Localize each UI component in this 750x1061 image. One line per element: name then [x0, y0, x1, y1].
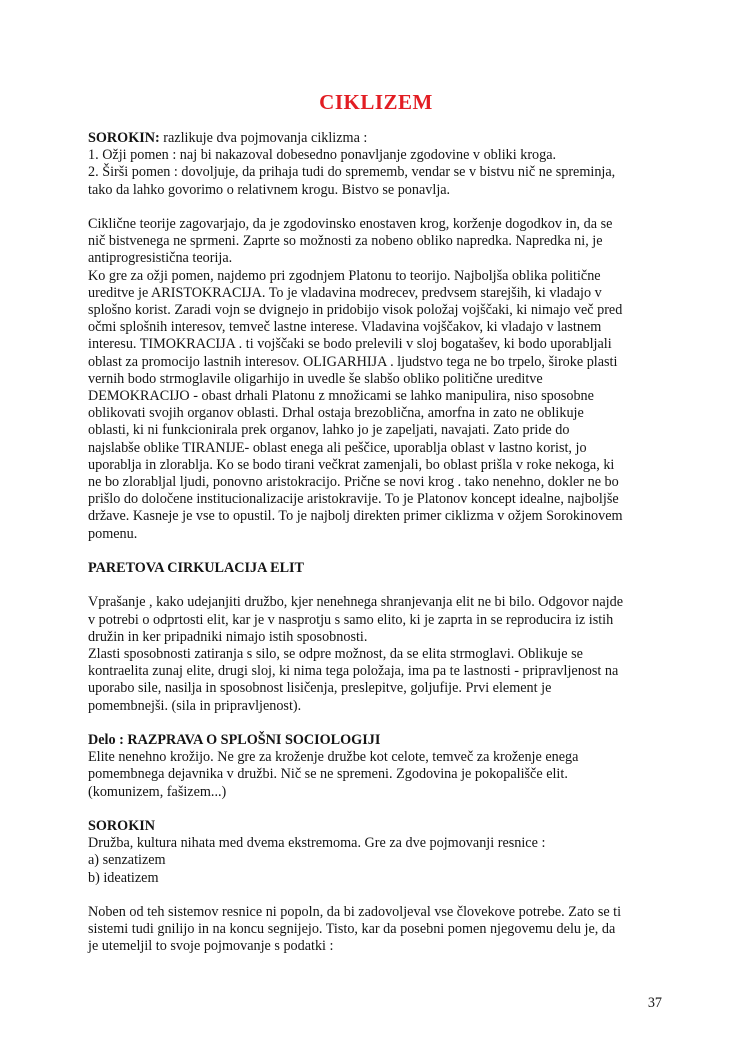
text-line: uporablja in zlorablja. Ko se bodo tirani večkrat zamenjali, bo oblast prišla v roke nekoga, ki	[88, 456, 615, 473]
text-line: pomembnejši. (sila in pripravljenost).	[88, 697, 302, 714]
text-line: ne bo zlorabljal ljudi, ponovno aristokracijo. Prične se novi krog . tako nenehno, dokler ne bo	[88, 474, 619, 491]
text-line: Zlasti sposobnosti zatiranja s silo, se odpre možnost, da se elita strmoglavi. Oblikuje se	[88, 646, 583, 663]
text-line	[88, 732, 664, 749]
text-line: je utemeljil to svoje pojmovanje s podatki :	[88, 938, 334, 955]
text-line: ureditve je ARISTOKRACIJA. To je vladavina modrecev, predvsem starejših, ki vladajo v	[88, 284, 602, 301]
text-line: družin in ker pripadniki nimajo istih sposobnosti.	[88, 628, 368, 645]
text-line: uporabo sile, nasilja in sposobnost lisičenja, preslepitve, goljufije. Prvi element je	[88, 680, 552, 697]
text-line: države. Kasneje je vse to opustil. To je najbolj direkten primer ciklizma v ožjem Sorokinovem	[88, 508, 623, 525]
bold-text: PARETOVA CIRKULACIJA ELIT	[88, 560, 305, 577]
text-line: antiprogresistična teorija.	[88, 250, 233, 267]
document-content	[88, 90, 664, 956]
cyclic-theories-plato-paragraph	[88, 216, 664, 543]
text-line: Vprašanje , kako udejanjiti družbo, kjer nenehnega shranjevanja elit ne bi bilo. Odgovor najde	[88, 594, 624, 611]
text-line: pomembnega dejavnika v družbi. Nič se ne spremeni. Zgodovina je pokopališče elit.	[88, 766, 568, 783]
bold-text: Delo : RAZPRAVA O SPLOŠNI SOCIOLOGIJI	[88, 732, 381, 749]
document-body	[88, 130, 664, 956]
text-line: prišlo do določene institucionalizacije aristokravije. To je Platonov koncept idealne, najboljše	[88, 491, 619, 508]
text-line: SOROKIN: razlikuje dva pojmovanja ciklizma :	[88, 130, 368, 146]
text-line: DEMOKRACIJO - obast drhali Platonu z množicami se lahko manipulira, niso sposobne	[88, 388, 594, 405]
text-line: vernih bodo strmoglavile oligarhijo in uvedle še slabšo obliko politične ureditve	[88, 370, 543, 387]
pareto-elites-paragraph	[88, 594, 664, 714]
text-line: nič bistvenega ne sprmeni. Zaprte so možnosti za nobeno obliko napredka. Napredka ni, je	[88, 233, 603, 250]
text-line	[88, 818, 664, 835]
text-line: Ko gre za ožji pomen, najdemo pri zgodnjem Platonu to teorijo. Najboljša oblika politične	[88, 267, 601, 284]
text-line: Noben od teh sistemov resnice ni popoln, da bi zadovoljeval vse človekove potrebe. Zato se ti	[88, 904, 622, 921]
text-line: pomenu.	[88, 525, 138, 542]
sorokin-section-paragraph	[88, 818, 664, 887]
bold-text: SOROKIN:	[88, 130, 160, 146]
truth-systems-paragraph	[88, 904, 664, 956]
text-line: splošno korist. Zaradi vojn se dvignejo in pridobijo visok položaj vojščaki, ki nimajo več pred	[88, 302, 623, 319]
text-line: očmi splošnih interesov, temveč lastne interese. Vladavina vojščakov, ki vladajo v lastnem	[88, 319, 602, 336]
text-line: Družba, kultura nihata med dvema ekstremoma. Gre za dve pojmovanji resnice :	[88, 835, 546, 852]
text-line: a) senzatizem	[88, 852, 166, 869]
text-line: Ciklične teorije zagovarjajo, da je zgodovinsko enostaven krog, korženje dogodkov in, da se	[88, 216, 613, 232]
text-line: oblasti, ki ni funkcionirala prek organov, lahko jo je zapeljati, navajati. Zato pride do	[88, 422, 570, 439]
text-line: 1. Ožji pomen : naj bi nakazoval dobesedno ponavljanje zgodovine v obliki kroga.	[88, 147, 557, 164]
text-line: oblast za promocijo lastnih interesov. OLIGARHIJA . ljudstvo tega ne bo trpelo, široke plasti	[88, 353, 618, 370]
text-line: kontraelita zunaj elite, drugi sloj, ki nima tega položaja, ima pa te lastnosti - pripravljenost na	[88, 663, 619, 680]
document-title: CIKLIZEM	[319, 90, 433, 114]
sorokin-two-meanings-paragraph	[88, 130, 664, 199]
text-line: sistemi tudi gnilijo in na koncu segnijejo. Tisto, kar da posebni pomen njegovemu delu je, da	[88, 921, 616, 938]
text-line: (komunizem, fašizem...)	[88, 783, 227, 800]
text-line: najslabše oblike TIRANIJE- oblast enega ali peščice, uporablja oblast v lastno korist, jo	[88, 439, 587, 456]
text-line: oblikovati svojih organov oblasti. Drhal ostaja brezoblična, amorfna in zato ne oblikuje	[88, 405, 584, 422]
text-line: 2. Širši pomen : dovoljuje, da prihaja tudi do sprememb, vendar se v bistvu nič ne spreminja,	[88, 164, 616, 181]
pareto-circulation-heading	[88, 560, 664, 577]
text-line	[88, 560, 664, 577]
text-line: Elite nenehno krožijo. Ne gre za kroženje družbe kot celote, temveč za kroženje enega	[88, 749, 579, 766]
delo-razprava-paragraph	[88, 732, 664, 801]
text-line: b) ideatizem	[88, 869, 159, 886]
text-line: tako da lahko govorimo o relativnem krogu. Bistvo se ponavlja.	[88, 181, 451, 198]
page-number: 37	[647, 995, 662, 1011]
text-line: v potrebi o odprtosti elit, kar je v nasprotju s samo elito, ki je zaprta in se reproducira iz istih	[88, 611, 614, 628]
text-line: interesu. TIMOKRACIJA . ti vojščaki se bodo prelevili v sloj bogatašev, ki bodo uporabljali	[88, 336, 612, 353]
bold-text: SOROKIN	[88, 818, 156, 835]
